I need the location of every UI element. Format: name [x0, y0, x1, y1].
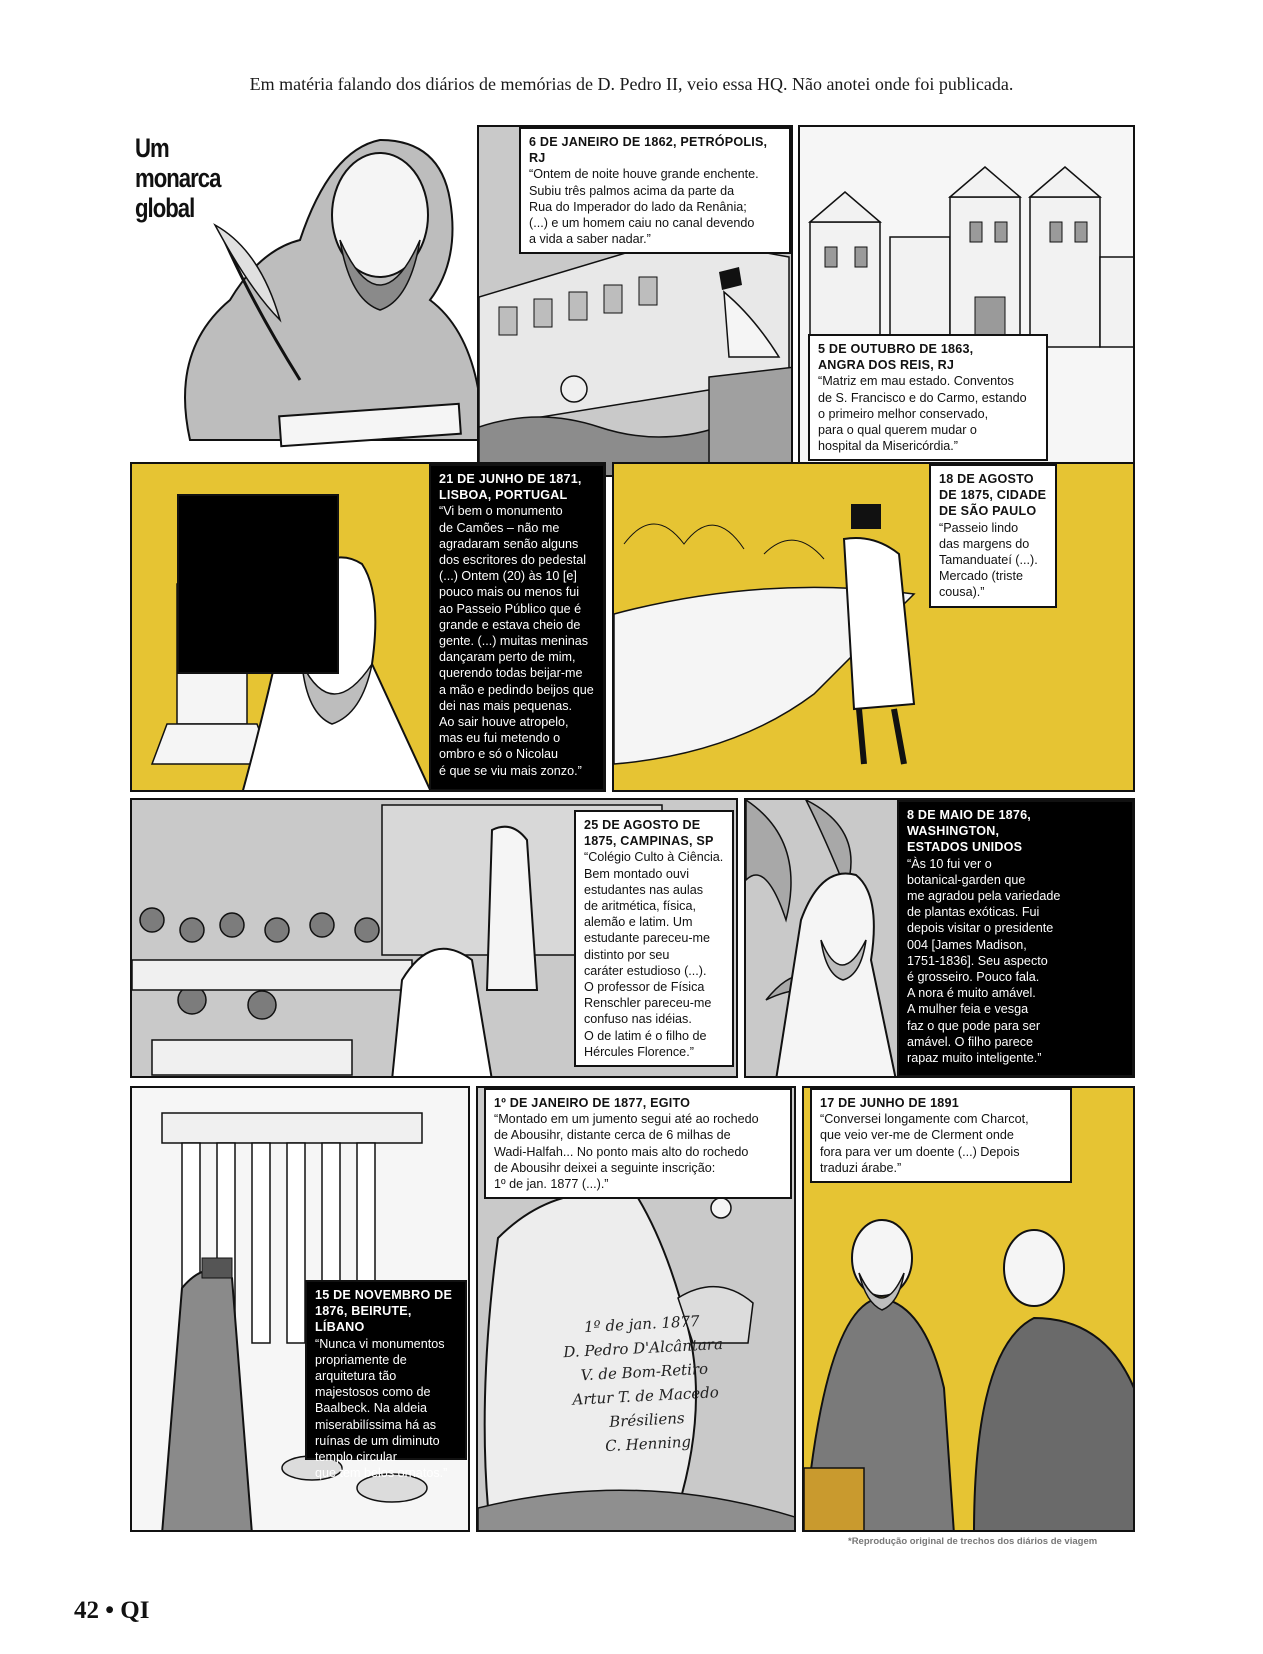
caption-title: 15 DE NOVEMBRO DE 1876, BEIRUTE, LÍBANO [315, 1288, 453, 1335]
caption-title: 8 DE MAIO DE 1876, WASHINGTON, ESTADOS UNIDOS [907, 808, 1031, 855]
inscription-line: C. Henning [604, 1432, 692, 1456]
caption-lisboa [429, 464, 605, 791]
caption-title: 6 DE JANEIRO DE 1862, PETRÓPOLIS, RJ [529, 135, 768, 166]
caption-title: 5 DE OUTUBRO DE 1863, ANGRA DOS REIS, RJ [818, 342, 974, 373]
panel-angra-dos-reis [798, 125, 1135, 477]
caption-title: 25 DE AGOSTO DE 1875, CAMPINAS, SP [584, 818, 714, 849]
page-header-note: Em matéria falando dos diários de memórias de D. Pedro II, veio essa HQ. Não anotei onde foi publicada. [249, 74, 1014, 94]
caption-title: 21 DE JUNHO DE 1871, LISBOA, PORTUGAL [439, 472, 582, 503]
inscription-line: D. Pedro D'Alcântara [562, 1334, 724, 1362]
caption-beirute-text [305, 1280, 467, 1481]
caption-quote: “Passeio lindo das margens do Tamanduateí (...). Mercado (triste cousa).” [939, 520, 1038, 600]
panel-egito [476, 1086, 796, 1532]
caption-quote: “Colégio Culto à Ciência. Bem montado ouvi estudantes nas aulas de aritmética, física, alemão e latim. Um estudante pareceu-me distinto por seu caráter estudioso (...). O professor de Física Renschler pareceu-me confuso nas idéias. O de latim é o filho de Hércules Florence.” [584, 850, 724, 1059]
caption-egito [484, 1088, 792, 1199]
panel-petropolis [477, 125, 793, 477]
caption-charcot [810, 1088, 1072, 1183]
inscription-line: 1º de jan. 1877 [583, 1312, 701, 1337]
panel-sao-paulo [612, 462, 1135, 792]
caption-quote: “Montado em um jumento segui até ao rochedo de Abousihr, distante cerca de 6 milhas de Wadi-Halfah... No ponto mais alto do rochedo de Abousihr deixei a seguinte inscrição: 1º de jan. 1877 (...).” [494, 1112, 759, 1192]
caption-title: 17 DE JUNHO DE 1891 [820, 1096, 959, 1110]
caption-quote: “Conversei longamente com Charcot, que veio ver-me de Clerment onde fora para ver um doente (...) Depois traduzi árabe.” [820, 1112, 1029, 1175]
caption-washington [897, 800, 1134, 1077]
panel-washington [744, 798, 1135, 1078]
inscription-line: Artur T. de Macedo [572, 1383, 720, 1409]
caption-quote: “Matriz em mau estado. Conventos de S. Francisco e do Carmo, estando o primeiro melhor conservado, para o qual querem mudar o hospital da Misericórdia.” [818, 374, 1027, 454]
caption-quote: “Vi bem o monumento de Camões – não me agradaram senão alguns dos escritores do pedestal (...) Ontem (20) às 10 [e] pouco mais ou menos fui ao Passeio Público que é grande e estava cheio de gente. (...) muitas meninas dançaram perto de mim, querendo todas beijar-me a mão e pedindo beijos que dei nas mais pequenas. Ao sair houve atropelo, mas eu fui metendo o ombro e só o Nicolau é que se viu mais zonzo.” [439, 504, 594, 778]
inscription-line: V. de Bom-Retiro [580, 1359, 709, 1385]
caption-campinas [574, 810, 734, 1067]
caption-quote: “Às 10 fui ver o botanical-garden que me agradou pela variedade de plantas exóticas. Fui depois visitar o presidente 004 [James Madison, 1751-1836]. Seu aspecto é grosseiro. Pouco fala. A nora é muito amável. A mulher feia e vesga faz o que pode para ser amável. O filho parece rapaz muito inteligente.” [907, 856, 1061, 1066]
comic-title: Um monarca global [135, 133, 221, 223]
caption-quote: “Nunca vi monumentos propriamente de arquitetura tão majestosos como de Baalbeck. Na aldeia miserabilíssima há as ruínas de um diminuto templo circular que tem belos ornatos.” [315, 1336, 448, 1481]
caption-title: 18 DE AGOSTO DE 1875, CIDADE DE SÃO PAULO [939, 472, 1047, 519]
page-folio: 42 • QI [74, 1597, 150, 1624]
panel-campinas [130, 798, 738, 1078]
caption-quote: “Ontem de noite houve grande enchente. Subiu três palmos acima da parte da Rua do Imperador do lado da Renânia; (...) e um homem caiu no canal devendo a vida a saber nadar.” [529, 167, 759, 247]
panel-charcot [802, 1086, 1135, 1532]
caption-sao-paulo [929, 464, 1057, 608]
footnote: *Reprodução original de trechos dos diários de viagem [848, 1536, 1098, 1547]
caption-title: 1º DE JANEIRO DE 1877, EGITO [494, 1096, 691, 1110]
caption-angra-dos-reis [808, 334, 1048, 461]
caption-petropolis [519, 127, 791, 254]
rock-inscription [561, 1308, 728, 1460]
inscription-line: Brésiliens [608, 1408, 686, 1431]
